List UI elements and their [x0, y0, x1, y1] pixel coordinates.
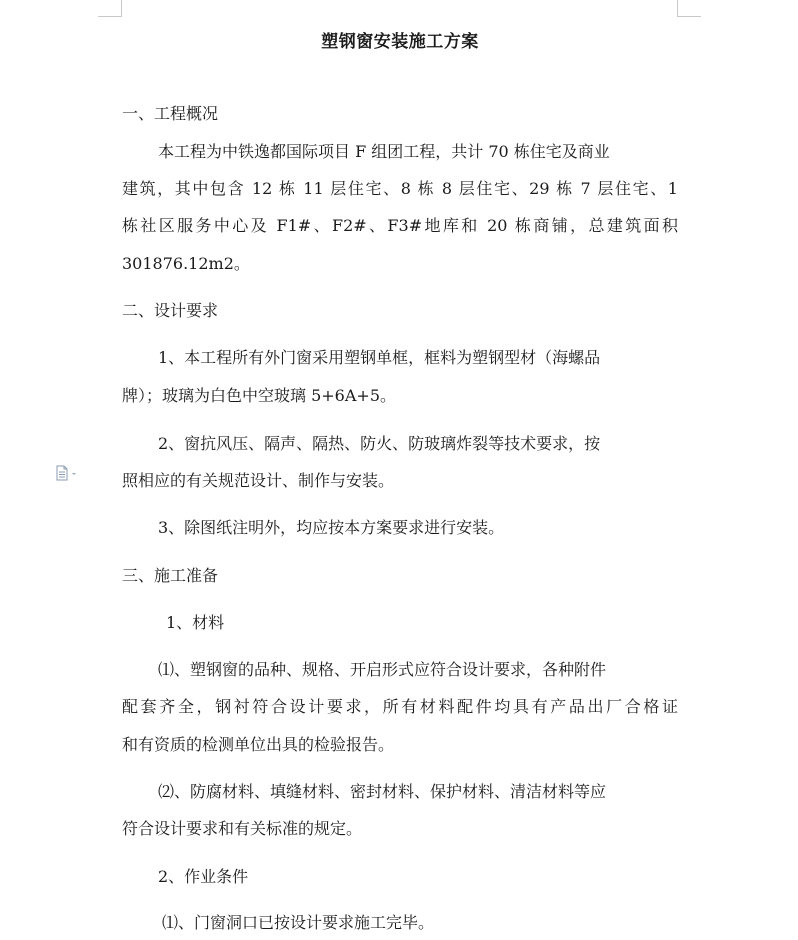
paragraph-line: 301876.12m2。 [122, 254, 250, 273]
section-heading-design: 二、设计要求 [122, 301, 219, 320]
section-heading-preparation: 三、施工准备 [122, 566, 219, 585]
crop-mark-top-left-horizontal [98, 16, 122, 17]
paragraph-line: 2、窗抗风压、隔声、隔热、防火、防玻璃炸裂等技术要求，按 [158, 434, 601, 453]
paragraph-line: ⑴、门窗洞口已按设计要求施工完毕。 [162, 913, 435, 932]
subheading-materials: 1、材料 [166, 613, 225, 632]
paragraph-line: 照相应的有关规范设计、制作与安装。 [122, 471, 395, 490]
paragraph-line: 建筑，其中包含 12 栋 11 层住宅、8 栋 8 层住宅、29 栋 7 层住宅、1 [122, 179, 678, 198]
crop-mark-top-right-horizontal [677, 16, 701, 17]
paragraph-line: ⑵、防腐材料、填缝材料、密封材料、保护材料、清洁材料等应 [158, 782, 607, 801]
section-heading-overview: 一、工程概况 [122, 104, 219, 123]
document-title: 塑钢窗安装施工方案 [321, 32, 479, 52]
paragraph-line: 1、本工程所有外门窗采用塑钢单框，框料为塑钢型材（海螺品 [158, 348, 601, 367]
document-paragraph-icon [55, 465, 83, 481]
paragraph-line: 符合设计要求和有关标准的规定。 [122, 819, 363, 838]
paragraph-line: 栋社区服务中心及 F1#、F2#、F3#地库和 20 栋商铺，总建筑面积 [122, 216, 678, 235]
paragraph-line: ⑴、塑钢窗的品种、规格、开启形式应符合设计要求，各种附件 [158, 660, 607, 679]
paragraph-options-button[interactable] [55, 465, 83, 481]
subheading-work-conditions: 2、作业条件 [158, 867, 249, 886]
paragraph-line: 本工程为中铁逸都国际项目 F 组团工程，共计 70 栋住宅及商业 [158, 142, 610, 161]
crop-mark-top-right-vertical [677, 0, 678, 16]
paragraph-line: 和有资质的检测单位出具的检验报告。 [122, 735, 395, 754]
paragraph-line: 牌）；玻璃为白色中空玻璃 5+6A+5。 [122, 386, 396, 405]
crop-mark-top-left-vertical [121, 0, 122, 16]
paragraph-line: 3、除图纸注明外，均应按本方案要求进行安装。 [158, 518, 505, 537]
paragraph-line: 配套齐全，钢衬符合设计要求，所有材料配件均具有产品出厂合格证 [122, 697, 678, 716]
